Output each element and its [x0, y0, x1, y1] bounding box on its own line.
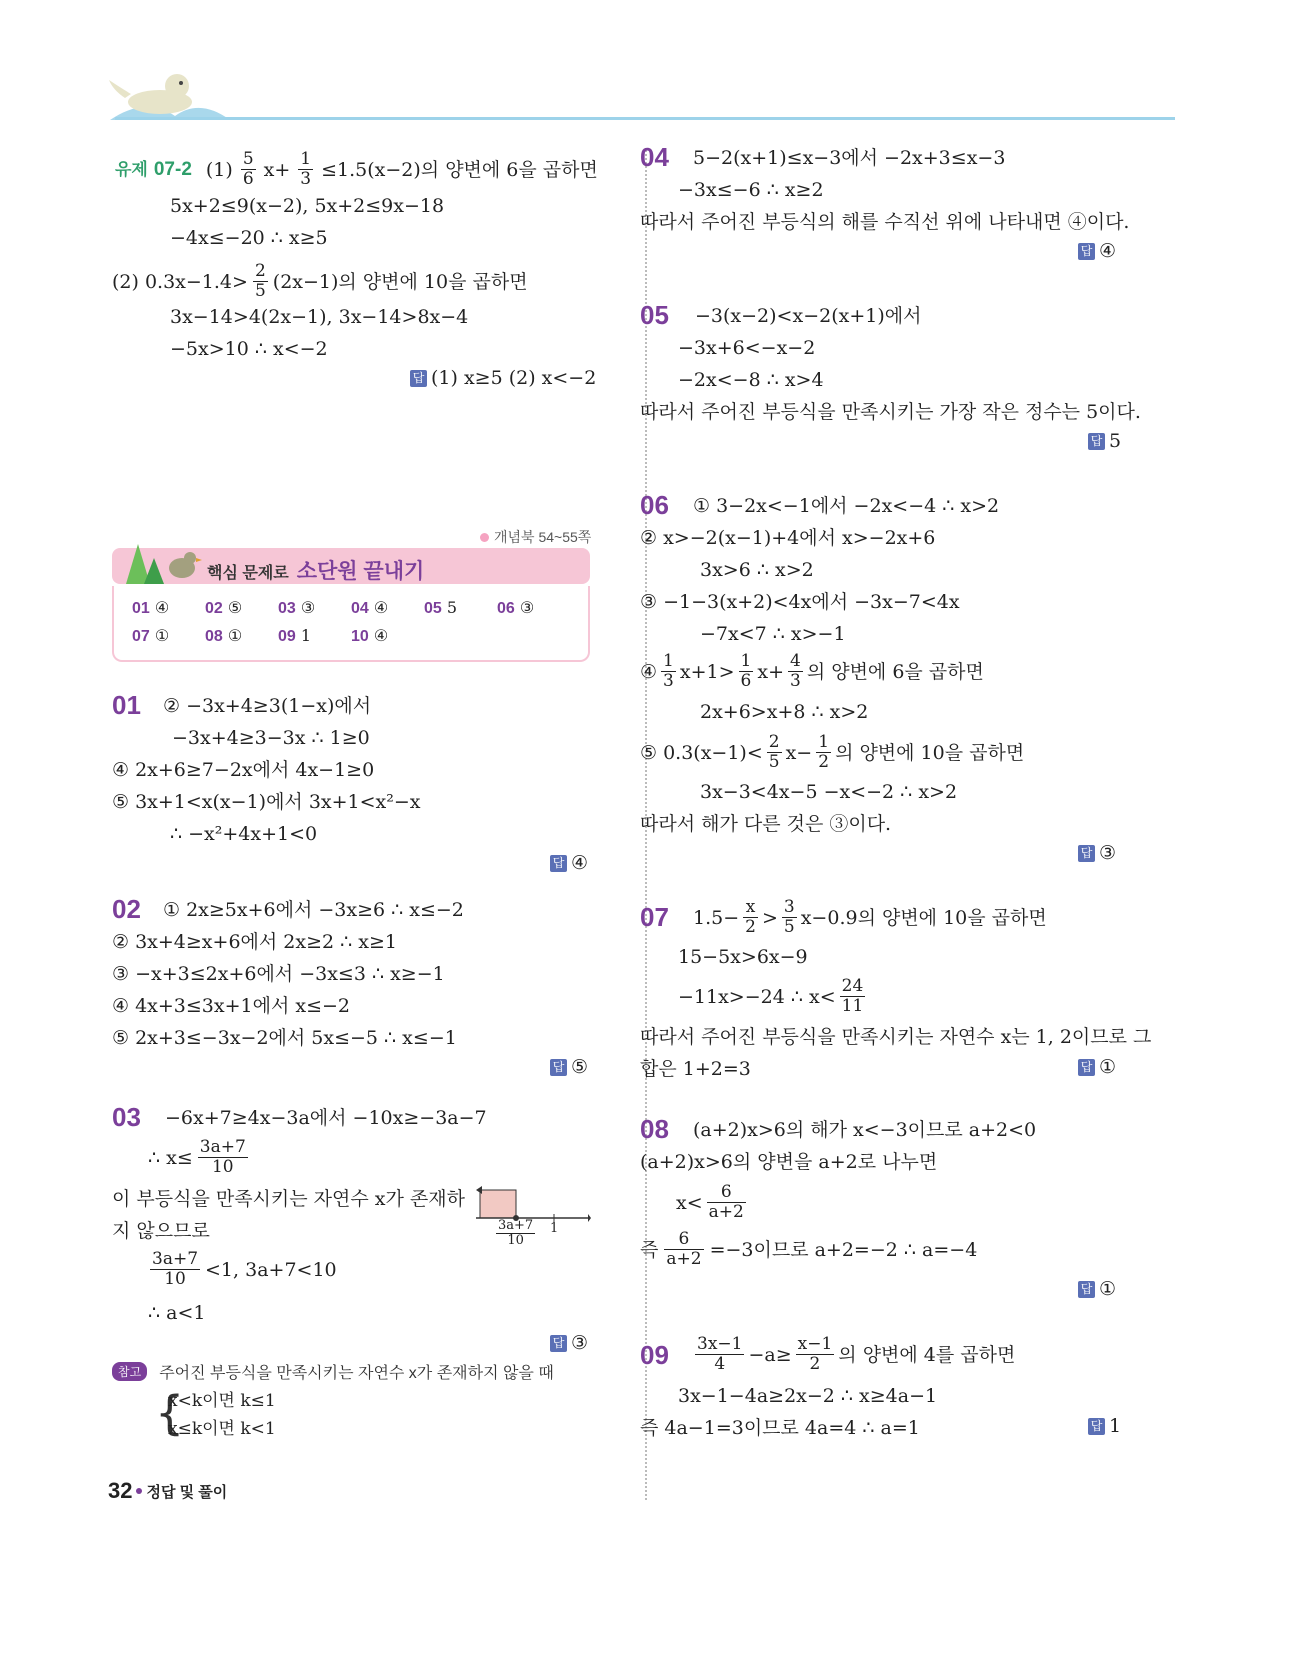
solution-line: 2x+6>x+8 ∴ x>2 [700, 701, 869, 723]
solution-line: ∴ a<1 [148, 1302, 206, 1324]
problem-number: 05 [640, 300, 669, 330]
exercise-number: 07-2 [153, 158, 192, 180]
fraction: $\frac{24}{11}$ [841, 976, 864, 1016]
answer-value: ④ [571, 852, 589, 874]
answer-key-item: 01 ④ [132, 598, 170, 617]
note-brace: { [155, 1386, 185, 1440]
solution-line-part: 의 양변에 6을 곱하면 [806, 660, 984, 683]
ex-line3: −4x≤−20 ∴ x≥5 [170, 227, 328, 249]
number-line-figure [476, 1184, 591, 1224]
problem-number: 08 [640, 1114, 669, 1144]
fraction: $\frac{3x-1}{4}$ [697, 1334, 743, 1374]
problem-number: 06 [640, 490, 669, 520]
solution-line: ④ [640, 660, 658, 683]
fraction: $\frac{x-1}{2}$ [797, 1334, 833, 1374]
note-case-2: x≤k이면 k<1 [168, 1419, 276, 1439]
answer-row [1088, 1415, 1121, 1437]
solution-line: ② −3x+4≥3(1−x)에서 [163, 695, 372, 717]
fraction: $\frac{6}{a+2}$ [708, 1182, 744, 1222]
ex-line2: 5x+2≤9(x−2), 5x+2≤9x−18 [170, 195, 445, 217]
solution-line: ③ −1−3(x+2)<4x에서 −3x−7<4x [640, 591, 960, 613]
answer-value: 5 [1109, 430, 1122, 452]
ex-line4-b: (2x−1)의 양변에 10을 곱하면 [272, 270, 528, 293]
solution-line: 이 부등식을 만족시키는 자연수 x가 존재하 [112, 1188, 465, 1210]
answer-row [550, 1056, 588, 1078]
ex-line1-c: ≤1.5(x−2)의 양변에 6을 곱하면 [321, 158, 598, 181]
solution-line: ① 3−2x<−1에서 −2x<−4 ∴ x>2 [693, 495, 1000, 517]
solution-line-part: x+1> [679, 660, 735, 683]
answer-value: ① [1099, 1056, 1117, 1078]
fraction: $\frac{2}{5}$ [254, 261, 266, 301]
solution-line: 즉 [640, 1238, 659, 1261]
answer-value: ⑤ [571, 1056, 589, 1078]
solution-line: −3(x−2)<x−2(x+1)에서 [695, 305, 922, 327]
answer-icon: 답 [550, 1335, 567, 1352]
header-rule [115, 117, 1175, 120]
solution-line: ③ −x+3≤2x+6에서 −3x≤3 ∴ x≥−1 [112, 963, 445, 985]
section-title-prefix: 핵심 문제로 [207, 565, 289, 582]
fraction: $\frac{3a+7}{10}$ [498, 1218, 534, 1248]
solution-line: ∴ x≤ [148, 1146, 193, 1169]
solution-line: (a+2)x>6의 해가 x<−3이므로 a+2<0 [693, 1119, 1037, 1141]
ex-line5: 3x−14>4(2x−1), 3x−14>8x−4 [170, 306, 469, 328]
answer-key-item: 08 ① [205, 626, 243, 645]
solution-line-part: −a≥ [748, 1343, 792, 1366]
solution-line: 1.5− [693, 906, 740, 929]
note-text: 주어진 부등식을 만족시키는 자연수 x가 존재하지 않을 때 [159, 1365, 554, 1382]
fraction: $\frac{5}{6}$ [242, 149, 254, 189]
solution-line: ⑤ 3x+1<x(x−1)에서 3x+1<x²−x [112, 791, 421, 813]
solution-line: ∴ −x²+4x+1<0 [170, 823, 318, 845]
solution-line: <1, 3a+7<10 [205, 1258, 337, 1281]
answer-row [550, 852, 588, 874]
solution-line-part: x+ [757, 660, 784, 683]
answer-row [1078, 240, 1116, 262]
solution-line: −3x+4≥3−3x ∴ 1≥0 [172, 727, 370, 749]
solution-line: −7x<7 ∴ x>−1 [700, 623, 846, 645]
problem-number: 01 [112, 690, 141, 720]
section-title: 소단원 끝내기 [296, 560, 425, 583]
solution-line-part: > [761, 906, 778, 929]
solution-line: −3x+6<−x−2 [678, 337, 816, 359]
exercise-tag: 유제 [115, 159, 148, 179]
answer-row [1088, 430, 1121, 452]
solution-line-part: =−3이므로 a+2=−2 ∴ a=−4 [709, 1238, 978, 1261]
ex-line1-b: x+ [263, 158, 291, 181]
solution-line: 3x−3<4x−5 −x<−2 ∴ x>2 [700, 781, 958, 803]
solution-line: ④ 2x+6≥7−2x에서 4x−1≥0 [112, 759, 375, 781]
fraction: $\frac{x}{2}$ [745, 897, 756, 937]
problem-number: 07 [640, 902, 669, 932]
answer-value: ④ [1099, 240, 1117, 262]
answer-key-item: 10 ④ [351, 626, 389, 645]
answer-value: ① [1099, 1278, 1117, 1300]
fraction: $\frac{1}{3}$ [300, 149, 312, 189]
footer-bullet-icon [136, 1488, 142, 1494]
answer-key-item: 07 ① [132, 626, 170, 645]
solution-line: −3x≤−6 ∴ x≥2 [678, 179, 824, 201]
solution-line: x< [676, 1191, 703, 1214]
answer-row [410, 367, 596, 389]
solution-line: 따라서 주어진 부등식의 해를 수직선 위에 나타내면 ④이다. [640, 211, 1130, 233]
seal-illustration [105, 68, 235, 123]
answer-icon: 답 [1078, 243, 1095, 260]
solution-line: 15−5x>6x−9 [678, 946, 808, 968]
answer-row [1078, 1278, 1116, 1300]
answer-value: 1 [1109, 1415, 1122, 1437]
answer-key-item: 05 5 [424, 598, 458, 617]
ex-line4-a: (2) 0.3x−1.4> [112, 270, 248, 293]
fraction: $\frac{4}{3}$ [790, 651, 801, 691]
solution-line: −2x<−8 ∴ x>4 [678, 369, 824, 391]
answer-icon: 답 [1088, 433, 1105, 450]
solution-line: ⑤ 0.3(x−1)< [640, 741, 763, 764]
problem-number: 03 [112, 1102, 141, 1132]
answer-key-item: 03 ③ [278, 598, 316, 617]
section-reference: 개념북 54~55쪽 [494, 529, 592, 545]
note-case-1: x<k이면 k≤1 [168, 1391, 276, 1411]
answer-row [1078, 1056, 1116, 1078]
answer-key-item: 02 ⑤ [205, 598, 243, 617]
answer-icon: 답 [410, 370, 427, 387]
answer-key-row-1 [132, 598, 570, 618]
answer-key-item: 09 1 [278, 626, 312, 645]
solution-line: ② 3x+4≥x+6에서 2x≥2 ∴ x≥1 [112, 931, 397, 953]
solution-line: 지 않으므로 [112, 1220, 210, 1242]
answer-icon: 답 [1078, 1281, 1095, 1298]
ex-line6: −5x>10 ∴ x<−2 [170, 338, 328, 360]
note-tag: 참고 [112, 1362, 147, 1381]
fraction: $\frac{1}{2}$ [818, 732, 830, 772]
solution-line: 따라서 해가 다른 것은 ③이다. [640, 813, 892, 835]
solution-line: 5−2(x+1)≤x−3에서 −2x+3≤x−3 [693, 147, 1006, 169]
answer-icon: 답 [550, 1059, 567, 1076]
answer-value: ③ [1099, 842, 1117, 864]
solution-line-part: x− [785, 741, 813, 764]
solution-line: −11x>−24 ∴ x< [678, 985, 836, 1008]
solution-line: −6x+7≥4x−3a에서 −10x≥−3a−7 [165, 1107, 487, 1129]
fraction: $\frac{1}{6}$ [740, 651, 752, 691]
solution-line-part: 의 양변에 4를 곱하면 [838, 1343, 1016, 1366]
solution-line: 즉 4a−1=3이므로 4a=4 ∴ a=1 [640, 1417, 920, 1439]
answer-value: (1) x≥5 (2) x<−2 [431, 367, 597, 389]
solution-line: 따라서 주어진 부등식을 만족시키는 자연수 x는 1, 2이므로 그 [640, 1026, 1152, 1048]
answer-key-item: 04 ④ [351, 598, 389, 617]
bullet-icon [480, 533, 489, 542]
number-line-label: 1 [550, 1221, 559, 1236]
solution-line: (a+2)x>6의 양변을 a+2로 나누면 [640, 1151, 938, 1173]
fraction: $\frac{3a+7}{10}$ [152, 1249, 199, 1289]
solution-line: ④ 4x+3≤3x+1에서 x≤−2 [112, 995, 351, 1017]
answer-icon: 답 [550, 855, 567, 872]
answer-icon: 답 [1088, 1418, 1105, 1435]
fraction: $\frac{6}{a+2}$ [666, 1229, 702, 1269]
problem-number: 02 [112, 894, 141, 924]
answer-value: ③ [571, 1332, 589, 1354]
problem-number: 09 [640, 1340, 669, 1370]
answer-row [550, 1332, 588, 1354]
fraction: $\frac{2}{5}$ [768, 732, 780, 772]
solution-line: ① 2x≥5x+6에서 −3x≥6 ∴ x≤−2 [163, 899, 464, 921]
answer-key-row-2 [132, 626, 424, 646]
solution-line: ⑤ 2x+3≤−3x−2에서 5x≤−5 ∴ x≤−1 [112, 1027, 457, 1049]
answer-icon: 답 [1078, 845, 1095, 862]
ex-line1-a: (1) [205, 158, 233, 181]
solution-line: 3x>6 ∴ x>2 [700, 559, 814, 581]
answer-key-item: 06 ③ [497, 598, 535, 617]
solution-line-part: 의 양변에 10을 곱하면 [835, 741, 1025, 764]
problem-number: 04 [640, 142, 669, 172]
solution-line: 따라서 주어진 부등식을 만족시키는 가장 작은 정수는 5이다. [640, 401, 1141, 423]
page-number: 32 [108, 1478, 133, 1503]
answer-row [1078, 842, 1116, 864]
solution-line: 3x−1−4a≥2x−2 ∴ x≥4a−1 [678, 1385, 938, 1407]
solution-line-part: x−0.9의 양변에 10을 곱하면 [800, 906, 1047, 929]
fraction: $\frac{3}{5}$ [783, 897, 795, 937]
page-footer [108, 1478, 227, 1504]
fraction: $\frac{1}{3}$ [663, 651, 674, 691]
solution-line: ② x>−2(x−1)+4에서 x>−2x+6 [640, 527, 936, 549]
solution-line: 합은 1+2=3 [640, 1058, 751, 1080]
footer-label: 정답 및 풀이 [146, 1483, 228, 1501]
answer-icon: 답 [1078, 1059, 1095, 1076]
tree-bird-icon [116, 540, 206, 586]
fraction: $\frac{3a+7}{10}$ [199, 1137, 246, 1177]
